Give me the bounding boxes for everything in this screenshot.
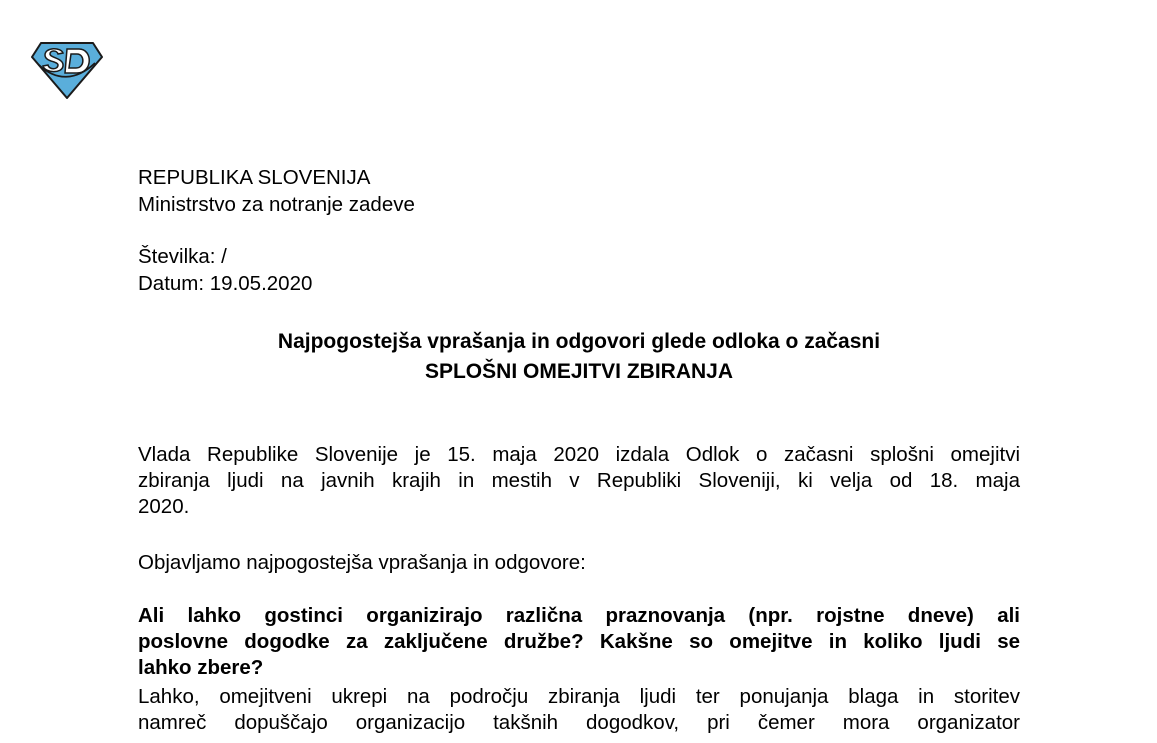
ministry-name: Ministrstvo za notranje zadeve [138,193,415,216]
question-line: lahko zbere? [138,656,264,679]
answer-1 [138,684,1020,736]
intro-paragraph [138,442,1020,520]
lead-paragraph: Objavljamo najpogostejša vprašanja in odgovore: [138,551,586,574]
document-title-line2: SPLOŠNI OMEJITVI ZBIRANJA [424,360,734,383]
question-line: Ali lahko gostinci organizirajo različna praznovanja (npr. rojstne dneve) ali [138,604,1020,627]
intro-line: Vlada Republike Slovenije je 15. maja 2020 izdala Odlok o začasni splošni omejitvi [138,443,1020,466]
organization-name: REPUBLIKA SLOVENIJA [138,166,371,189]
intro-line: 2020. [138,495,190,518]
answer-line: Lahko, omejitveni ukrepi na področju zbiranja ljudi ter ponujanja blaga in storitev [138,685,1020,708]
document-number: Številka: / [138,245,227,268]
question-line: poslovne dogodke za zaključene družbe? Kakšne so omejitve in koliko ljudi se [138,630,1020,653]
question-1 [138,603,1020,681]
diamond-logo-icon [31,41,103,99]
logo [31,41,103,99]
answer-line: namreč dopuščajo organizacijo takšnih dogodkov, pri čemer mora organizator [138,711,1020,734]
document-date: Datum: 19.05.2020 [138,272,313,295]
document-title-line1: Najpogostejša vprašanja in odgovori glede odloka o začasni [277,330,881,353]
intro-line: zbiranja ljudi na javnih krajih in mestih v Republiki Sloveniji, ki velja od 18. maja [138,469,1020,492]
